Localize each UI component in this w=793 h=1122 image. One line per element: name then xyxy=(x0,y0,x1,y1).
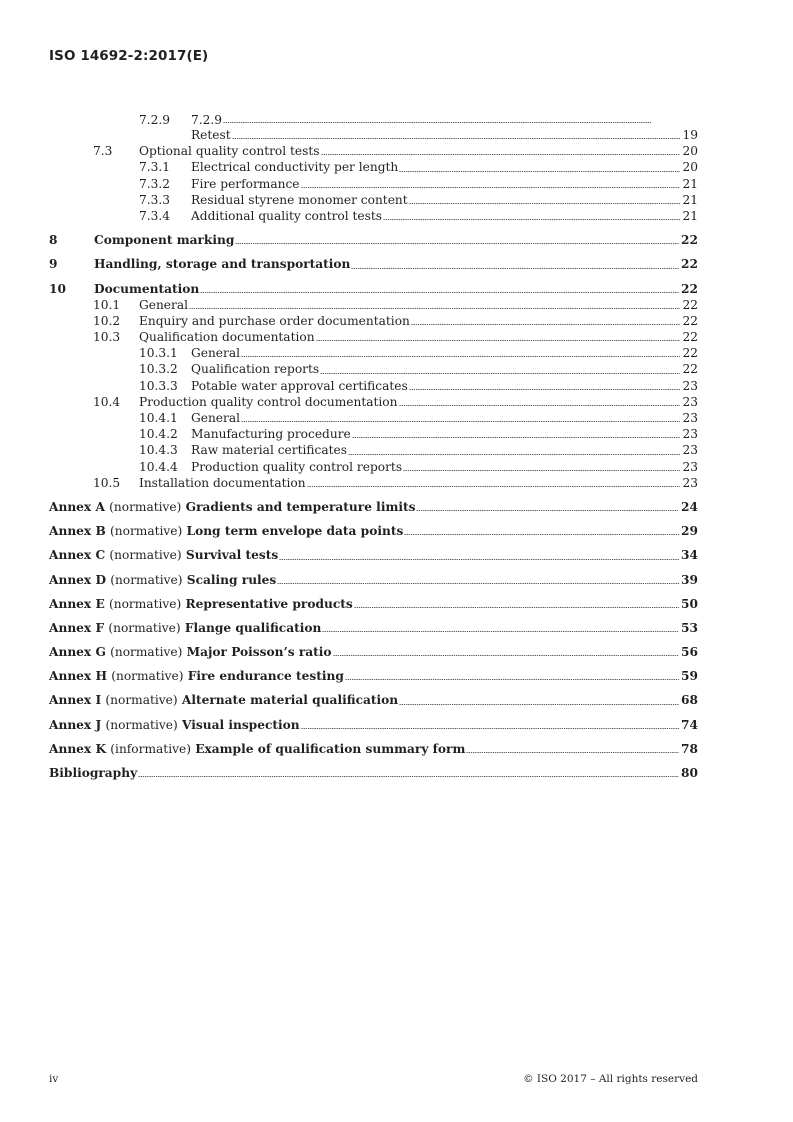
toc-entry-number: 10.3.1 xyxy=(139,346,178,361)
toc-entry-page: 22 xyxy=(681,233,698,248)
toc-entry-page: 39 xyxy=(681,572,698,587)
toc-annex-label: Annex I xyxy=(49,693,102,708)
toc-entry-10-2[interactable] xyxy=(49,313,698,329)
toc-entry-page: 74 xyxy=(681,717,698,732)
toc-annex-heading xyxy=(49,523,403,539)
toc-annex-label: Annex H xyxy=(49,669,107,684)
toc-leader-dots xyxy=(352,437,681,438)
toc-entry-page: 20 xyxy=(682,160,698,175)
table-of-contents xyxy=(49,113,698,781)
toc-entry-10-4-4[interactable] xyxy=(49,459,698,475)
toc-annex-heading xyxy=(49,741,465,757)
toc-annex-type: (normative) xyxy=(108,620,181,635)
toc-entry-title: Handling, storage and transportation xyxy=(94,257,351,272)
toc-entry-10-1[interactable] xyxy=(49,297,698,313)
toc-entry-10-3-2[interactable] xyxy=(49,361,698,377)
toc-entry-number: 7.3 xyxy=(93,144,113,159)
toc-leader-dots xyxy=(241,421,680,422)
toc-entry-number: 10.4.4 xyxy=(139,459,178,474)
toc-entry-10-5[interactable] xyxy=(49,475,698,491)
toc-leader-dots xyxy=(277,583,679,584)
toc-leader-dots xyxy=(321,154,681,155)
toc-annex-title: Flange qualification xyxy=(184,620,322,635)
toc-entry-page: 21 xyxy=(682,208,698,223)
toc-annex-heading xyxy=(49,717,300,733)
toc-entry-number: 10.2 xyxy=(93,313,121,328)
toc-entry-7-3-1[interactable] xyxy=(49,159,698,175)
toc-entry-10-4[interactable] xyxy=(49,394,698,410)
toc-annex-label: Annex G xyxy=(49,645,106,660)
toc-entry-retest-heading[interactable] xyxy=(49,113,698,127)
toc-leader-dots xyxy=(320,373,680,374)
toc-annex-title: Example of qualification summary form xyxy=(195,741,466,756)
toc-leader-dots xyxy=(409,203,681,204)
toc-annex-label: Annex A xyxy=(49,499,105,514)
toc-entry-page: 80 xyxy=(681,766,698,780)
toc-entry-annex-j[interactable] xyxy=(49,717,698,733)
footer-copyright: © ISO 2017 – All rights reserved xyxy=(523,1073,698,1085)
toc-section-list xyxy=(49,143,698,491)
toc-entry-title: Documentation xyxy=(94,281,200,296)
toc-leader-dots xyxy=(351,268,679,269)
toc-annex-heading xyxy=(49,499,415,515)
toc-entry-page: 21 xyxy=(682,176,698,191)
toc-entry-page: 19 xyxy=(682,128,698,142)
page-footer xyxy=(49,1073,698,1085)
toc-entry-title: Electrical conductivity per length xyxy=(191,160,399,175)
toc-entry-number: 9 xyxy=(49,257,58,272)
toc-entry-number: 7.3.3 xyxy=(139,192,171,207)
toc-entry-page: 20 xyxy=(682,144,698,159)
toc-leader-dots xyxy=(301,728,679,729)
toc-entry-7-3-4[interactable] xyxy=(49,208,698,224)
toc-annex-title: Gradients and temperature limits xyxy=(185,499,416,514)
toc-entry-number: 10.4.3 xyxy=(139,443,178,458)
toc-annex-type: (normative) xyxy=(110,572,183,587)
toc-entry-page: 22 xyxy=(682,330,698,345)
toc-leader-dots xyxy=(235,243,679,244)
toc-entry-annex-h[interactable] xyxy=(49,668,698,684)
toc-entry-page: 22 xyxy=(682,313,698,328)
toc-entry-title: Qualification reports xyxy=(191,362,320,377)
toc-annex-type: (normative) xyxy=(109,499,182,514)
toc-leader-dots xyxy=(279,559,679,560)
toc-annex-heading xyxy=(49,572,276,588)
toc-leader-dots xyxy=(383,219,680,220)
toc-entry-number: 10.1 xyxy=(93,297,121,312)
toc-leader-dots xyxy=(223,122,651,123)
toc-entry-title: Production quality control documentation xyxy=(139,394,398,409)
toc-entry-title: Additional quality control tests xyxy=(191,208,383,223)
toc-entry-10[interactable] xyxy=(49,281,698,297)
toc-entry-title: Raw material certificates xyxy=(191,443,347,458)
toc-entry-number: 10.3.2 xyxy=(139,362,178,377)
toc-entry-annex-g[interactable] xyxy=(49,644,698,660)
toc-entry-annex-f[interactable] xyxy=(49,620,698,636)
toc-leader-dots xyxy=(189,308,680,309)
toc-entry-retest[interactable] xyxy=(49,127,698,143)
toc-entry-page: 23 xyxy=(682,427,698,442)
toc-annex-label: Annex C xyxy=(49,548,106,563)
toc-entry-page: 53 xyxy=(681,620,698,635)
toc-annex-heading xyxy=(49,668,344,684)
toc-entry-page: 56 xyxy=(681,645,698,660)
toc-entry-title: General xyxy=(191,346,240,361)
toc-entry-annex-a[interactable] xyxy=(49,499,698,515)
toc-annex-title: Fire endurance testing xyxy=(187,669,344,684)
toc-leader-dots xyxy=(403,470,680,471)
toc-entry-number: 8 xyxy=(49,233,58,248)
toc-entry-title: Optional quality control tests xyxy=(139,144,320,159)
toc-entry-number: 10.4.2 xyxy=(139,427,178,442)
toc-entry-9[interactable] xyxy=(49,256,698,272)
toc-entry-title: Fire performance xyxy=(191,176,300,191)
toc-annex-type: (informative) xyxy=(110,741,191,756)
toc-entry-page: 24 xyxy=(681,499,698,514)
toc-entry-page: 22 xyxy=(681,257,698,272)
toc-entry-number: 10.4 xyxy=(93,394,121,409)
toc-entry-page: 21 xyxy=(682,192,698,207)
toc-leader-dots xyxy=(322,631,679,632)
toc-annex-type: (normative) xyxy=(110,645,183,660)
toc-entry-page: 23 xyxy=(682,459,698,474)
toc-entry-page: 59 xyxy=(681,669,698,684)
toc-annex-title: Long term envelope data points xyxy=(186,524,404,539)
toc-leader-dots xyxy=(354,607,679,608)
toc-entry-page: 34 xyxy=(681,548,698,563)
toc-entry-7-3-3[interactable] xyxy=(49,192,698,208)
toc-entry-page: 23 xyxy=(682,475,698,490)
toc-entry-page: 23 xyxy=(682,443,698,458)
document-header: ISO 14692-2:2017(E) xyxy=(49,48,209,64)
toc-entry-number: 10 xyxy=(49,281,66,296)
toc-leader-dots xyxy=(232,138,681,139)
toc-annex-type: (normative) xyxy=(110,524,183,539)
toc-leader-dots xyxy=(416,510,679,511)
toc-entry-page: 23 xyxy=(682,411,698,425)
toc-entry-annex-c[interactable] xyxy=(49,547,698,563)
toc-entry-title: Bibliography xyxy=(49,766,138,780)
toc-entry-page: 22 xyxy=(682,297,698,312)
toc-leader-dots xyxy=(241,356,680,357)
toc-entry-page: 22 xyxy=(682,362,698,377)
toc-annex-title: Alternate material qualification xyxy=(181,693,399,708)
toc-entry-annex-e[interactable] xyxy=(49,596,698,612)
toc-leader-dots xyxy=(466,752,679,753)
toc-annex-label: Annex F xyxy=(49,620,105,635)
toc-annex-title: Visual inspection xyxy=(181,717,300,732)
toc-entry-number: 7.3.2 xyxy=(139,176,171,191)
toc-entry-page: 23 xyxy=(682,394,698,409)
footer-page-number: iv xyxy=(49,1073,59,1085)
toc-entry-number: 7.3.4 xyxy=(139,208,171,223)
toc-entry-page: 23 xyxy=(682,378,698,393)
toc-leader-dots xyxy=(301,187,681,188)
toc-annex-list xyxy=(49,499,698,757)
toc-annex-type: (normative) xyxy=(111,669,184,684)
toc-entry-7-3-2[interactable] xyxy=(49,176,698,192)
toc-annex-type: (normative) xyxy=(109,548,182,563)
toc-annex-title: Major Poisson’s ratio xyxy=(186,645,332,660)
toc-entry-title: Potable water approval certificates xyxy=(191,378,408,393)
toc-annex-label: Annex B xyxy=(49,524,106,539)
toc-annex-label: Annex J xyxy=(49,717,102,732)
toc-entry-page: 22 xyxy=(681,281,698,296)
toc-entry-7-3[interactable] xyxy=(49,143,698,159)
toc-entry-title: General xyxy=(191,411,240,425)
toc-annex-title: Scaling rules xyxy=(186,572,277,587)
toc-leader-dots xyxy=(138,776,679,777)
toc-leader-dots xyxy=(404,534,679,535)
toc-entry-page: 29 xyxy=(681,524,698,539)
toc-entry-page: 68 xyxy=(681,693,698,708)
toc-entry-annex-k[interactable] xyxy=(49,741,698,757)
toc-entry-page: 78 xyxy=(681,741,698,756)
toc-annex-title: Survival tests xyxy=(185,548,279,563)
toc-entry-title: Enquiry and purchase order documentation xyxy=(139,313,410,328)
toc-leader-dots xyxy=(345,679,679,680)
toc-entry-title: Production quality control reports xyxy=(191,459,403,474)
toc-annex-type: (normative) xyxy=(105,717,178,732)
toc-annex-label: Annex D xyxy=(49,572,107,587)
toc-leader-dots xyxy=(409,389,681,390)
toc-entry-10-3[interactable] xyxy=(49,329,698,345)
toc-leader-dots xyxy=(307,486,681,487)
toc-entry-title: Installation documentation xyxy=(139,475,306,490)
toc-entry-title: Component marking xyxy=(94,233,235,248)
toc-entry-10-4-1[interactable] xyxy=(49,410,698,426)
toc-annex-heading xyxy=(49,692,398,708)
toc-entry-number: 10.4.1 xyxy=(139,411,178,425)
toc-entry-10-3-3[interactable] xyxy=(49,378,698,394)
toc-entry-title: 7.2.9 xyxy=(191,113,223,127)
toc-annex-heading xyxy=(49,620,321,636)
toc-entry-title: Qualification documentation xyxy=(139,330,315,345)
toc-entry-number: 7.3.1 xyxy=(139,160,171,175)
toc-annex-title: Representative products xyxy=(185,596,353,611)
toc-entry-annex-i[interactable] xyxy=(49,692,698,708)
toc-leader-dots xyxy=(399,171,680,172)
toc-entry-title: General xyxy=(139,297,188,312)
toc-entry-number: 10.5 xyxy=(93,475,121,490)
toc-annex-type: (normative) xyxy=(105,693,178,708)
toc-leader-dots xyxy=(200,292,679,293)
toc-leader-dots xyxy=(399,405,681,406)
toc-entry-page: 50 xyxy=(681,596,698,611)
toc-leader-dots xyxy=(316,340,681,341)
toc-entry-10-4-2[interactable] xyxy=(49,426,698,442)
toc-entry-number: 7.2.9 xyxy=(139,113,171,127)
toc-entry-number: 10.3.3 xyxy=(139,378,178,393)
toc-annex-type: (normative) xyxy=(108,596,182,611)
toc-annex-heading xyxy=(49,644,332,660)
toc-entry-10-3-1[interactable] xyxy=(49,345,698,361)
toc-entry-annex-d[interactable] xyxy=(49,572,698,588)
toc-annex-label: Annex E xyxy=(49,596,105,611)
toc-annex-heading xyxy=(49,547,278,563)
toc-leader-dots xyxy=(348,454,681,455)
toc-entry-10-4-3[interactable] xyxy=(49,442,698,458)
toc-entry-title: Residual styrene monomer content xyxy=(191,192,408,207)
toc-leader-dots xyxy=(333,655,679,656)
toc-entry-8[interactable] xyxy=(49,232,698,248)
toc-entry-number: 10.3 xyxy=(93,330,121,345)
toc-leader-dots xyxy=(411,324,681,325)
toc-entry-annex-b[interactable] xyxy=(49,523,698,539)
toc-leader-dots xyxy=(399,704,679,705)
toc-annex-label: Annex K xyxy=(49,741,107,756)
toc-entry-title: Manufacturing procedure xyxy=(191,427,351,442)
toc-entry-title: Retest xyxy=(191,128,231,142)
toc-annex-heading xyxy=(49,596,353,612)
toc-entry-bibliography[interactable] xyxy=(49,765,698,781)
toc-entry-page: 22 xyxy=(682,346,698,361)
